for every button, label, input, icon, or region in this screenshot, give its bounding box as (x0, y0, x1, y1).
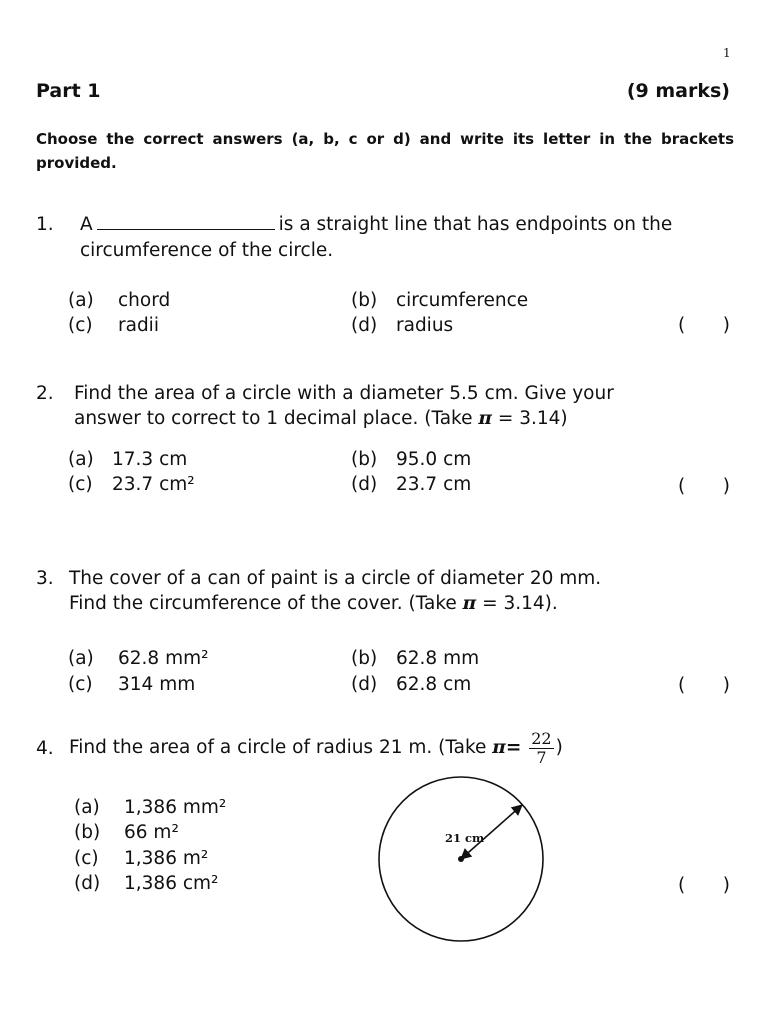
q1-text-post: is a straight line that has endpoints on the (278, 214, 673, 235)
q2-option-b (351, 449, 471, 470)
q3-text-pre: Find the circumference of the cover. (Take (69, 593, 457, 614)
q2-number: 2. (36, 383, 54, 404)
marks-total: (9 marks) (626, 80, 730, 102)
option-text: 1,386 m² (124, 848, 209, 869)
option-text: radius (396, 315, 454, 336)
q1-text-line2: circumference of the circle. (80, 240, 334, 261)
bracket-open: ( (678, 875, 686, 896)
q1-option-d (351, 315, 453, 336)
q1-text-line1 (80, 212, 672, 237)
option-label: (d) (351, 674, 378, 695)
q3-option-b (351, 648, 479, 669)
bracket-open: ( (678, 315, 686, 336)
bracket-open: ( (678, 675, 686, 696)
page-number: 1 (723, 46, 731, 60)
bracket-close: ) (722, 315, 730, 336)
option-label: (d) (74, 873, 101, 894)
circle-diagram (370, 772, 550, 948)
option-text: 1,386 cm² (124, 873, 219, 894)
option-text: 23.7 cm (396, 474, 472, 495)
bracket-close: ) (722, 875, 730, 896)
equals-sign: = (505, 737, 522, 758)
option-label: (b) (351, 449, 378, 470)
instructions: Choose the correct answers (a, b, c or d) and write its letter in the brackets provided. (36, 130, 734, 172)
q1-option-c (68, 315, 159, 336)
q4-number: 4. (36, 738, 54, 759)
q1-answer-blank (97, 213, 275, 230)
option-text: 17.3 cm (112, 449, 188, 470)
pi-symbol: π (492, 737, 506, 758)
q4-option-a (74, 797, 226, 818)
q3-text-line2 (69, 591, 558, 616)
q3-number: 3. (36, 568, 54, 589)
q1-option-b (351, 290, 528, 311)
fraction-denominator: 7 (536, 747, 547, 767)
q4-text-pre: Find the area of a circle of radius 21 m. (Take (69, 737, 487, 758)
option-text: 62.8 mm² (118, 648, 209, 669)
q3-text-line1: The cover of a can of paint is a circle of diameter 20 mm. (69, 568, 602, 589)
q4-option-b (74, 822, 179, 843)
q2-option-a (68, 449, 187, 470)
radius-label: 21 cm (445, 831, 485, 845)
q2-option-d (351, 474, 471, 495)
q1-text-pre: A (80, 214, 93, 235)
option-text: 66 m² (124, 822, 179, 843)
bracket-open: ( (678, 476, 686, 497)
option-label: (b) (351, 648, 378, 669)
q4-option-c (74, 848, 208, 869)
fraction-numerator: 22 (531, 728, 552, 748)
fraction-22-over-7 (529, 730, 553, 767)
q4-text-line1 (69, 723, 563, 773)
option-label: (a) (68, 290, 94, 311)
q2-text-line1: Find the area of a circle with a diameter 5.5 cm. Give your (74, 383, 614, 404)
option-text: circumference (396, 290, 529, 311)
option-text: 95.0 cm (396, 449, 472, 470)
option-label: (a) (74, 797, 100, 818)
option-label: (b) (351, 290, 378, 311)
q2-option-c (68, 474, 195, 495)
pi-symbol: π (478, 408, 492, 429)
bracket-close: ) (722, 675, 730, 696)
bracket-close: ) (722, 476, 730, 497)
close-paren: ) (555, 737, 563, 758)
option-text: radii (118, 315, 159, 336)
option-label: (b) (74, 822, 101, 843)
option-text: chord (118, 290, 171, 311)
option-text: 62.8 mm (396, 648, 480, 669)
q2-text-post: = 3.14) (497, 408, 568, 429)
option-text: 62.8 cm (396, 674, 472, 695)
q3-text-post: = 3.14). (482, 593, 558, 614)
q2-text-pre: answer to correct to 1 decimal place. (Take (74, 408, 473, 429)
q3-option-d (351, 674, 471, 695)
option-label: (d) (351, 315, 378, 336)
q3-option-a (68, 648, 209, 669)
option-label: (c) (74, 848, 99, 869)
option-label: (d) (351, 474, 378, 495)
pi-symbol: π (462, 593, 477, 614)
part-title: Part 1 (36, 80, 101, 102)
option-label: (c) (68, 315, 93, 336)
option-text: 23.7 cm² (112, 474, 195, 495)
option-label: (c) (68, 674, 93, 695)
q4-option-d (74, 873, 218, 894)
q1-option-a (68, 290, 170, 311)
option-label: (c) (68, 474, 93, 495)
option-label: (a) (68, 449, 94, 470)
option-text: 314 mm (118, 674, 196, 695)
q1-number: 1. (36, 214, 54, 235)
option-label: (a) (68, 648, 94, 669)
q2-text-line2 (74, 406, 568, 431)
q3-option-c (68, 674, 195, 695)
option-text: 1,386 mm² (124, 797, 227, 818)
